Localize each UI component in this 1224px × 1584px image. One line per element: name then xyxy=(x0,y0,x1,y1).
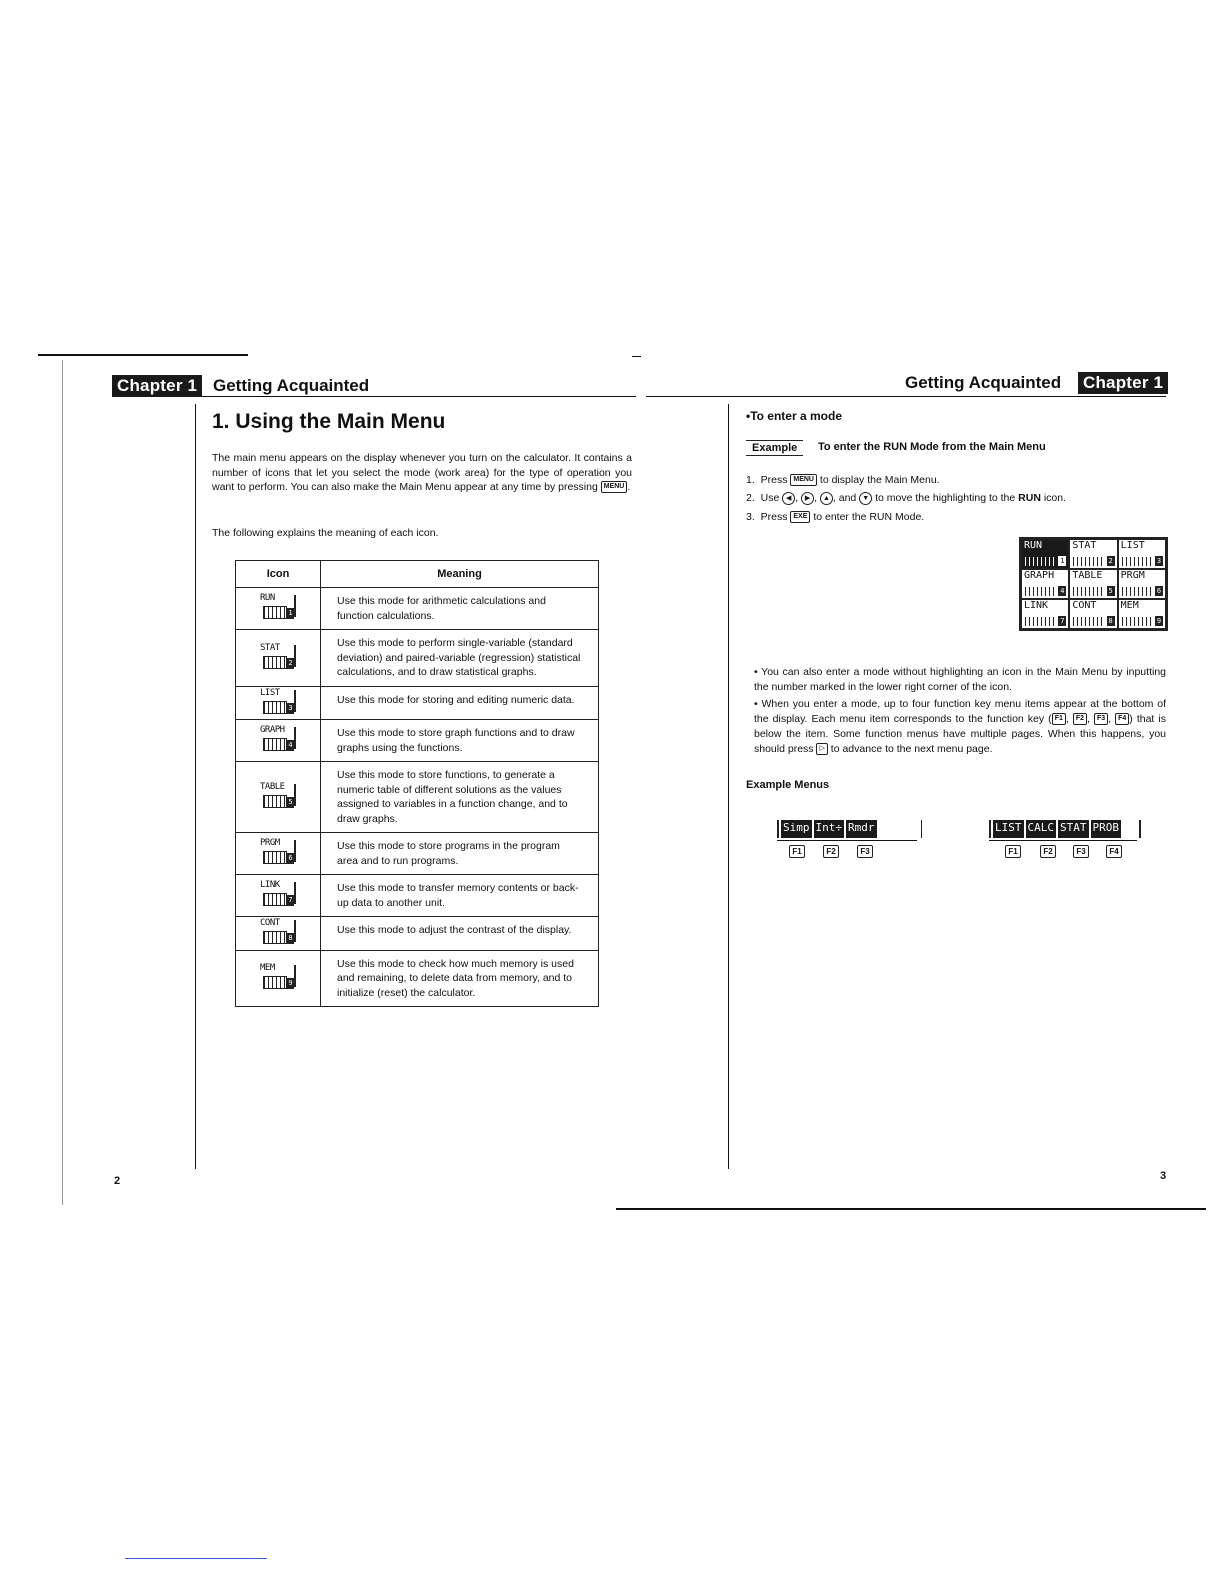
f3-key-icon: F3 xyxy=(857,845,873,858)
link-icon: LINK 7 xyxy=(260,880,296,906)
menu-cell-link: LINK 7 xyxy=(1021,599,1069,629)
step-2-pre: Use xyxy=(760,492,780,504)
menu-a-item: Int÷ xyxy=(814,820,845,838)
menu-cell-stat: STAT 2 xyxy=(1069,539,1117,569)
table-row xyxy=(236,950,599,1007)
table-row xyxy=(236,762,599,833)
right-chapter-badge: Chapter 1 xyxy=(1078,372,1168,394)
list-icon: LIST 3 xyxy=(260,688,296,714)
top-left-rule xyxy=(38,354,248,356)
step-1-post: to display the Main Menu. xyxy=(819,474,940,486)
step-3-num: 3. xyxy=(746,511,755,523)
meaning-table: Use this mode to store functions, to generate a numeric table of different solutions as the values assigned to variables in a function change, and to draw graphs. xyxy=(321,762,599,833)
f1-key-icon: F1 xyxy=(1005,845,1021,858)
mem-icon: MEM 9 xyxy=(260,963,296,989)
menu-cell-table: TABLE 5 xyxy=(1069,569,1117,599)
icon-table xyxy=(235,560,599,1007)
menu-cell-run: RUN 1 xyxy=(1021,539,1069,569)
menu-a-item: Rmdr xyxy=(846,820,877,838)
left-header-title: Getting Acquainted xyxy=(213,376,370,395)
table-icon: TABLE 5 xyxy=(260,782,296,808)
table-row xyxy=(236,630,599,687)
table-row xyxy=(236,588,599,630)
table-row xyxy=(236,720,599,762)
exe-key-icon: EXE xyxy=(790,511,810,523)
right-margin-rule xyxy=(728,404,729,1169)
f1-key-icon: F1 xyxy=(1052,713,1066,725)
intro-end: . xyxy=(627,481,631,493)
step-3 xyxy=(746,510,924,524)
step-2-post: icon. xyxy=(1043,492,1067,504)
menu-key-icon: MENU xyxy=(790,474,817,486)
menu-key-icon: MENU xyxy=(601,481,628,493)
meaning-prgm: Use this mode to store programs in the program area and to run programs. xyxy=(321,833,599,875)
step-1-pre: Press xyxy=(760,474,788,486)
menu-b-item: PROB xyxy=(1091,820,1122,838)
menu-cell-prgm: PRGM 6 xyxy=(1118,569,1166,599)
bullet-2-mid: ) that is below the item. Some function menus have multiple pages. When this happens, you should press xyxy=(754,713,1166,755)
left-chapter-badge: Chapter 1 xyxy=(112,375,202,397)
step-2: 2. Use ◀ , ▶ , ▲ , and ▼ to move the highlighting to the RUN icon. xyxy=(746,492,1067,504)
function-menu-b xyxy=(989,820,1141,838)
bottom-right-rule xyxy=(616,1208,1206,1210)
run-icon: RUN 1 xyxy=(260,593,296,619)
stat-icon: STAT 2 xyxy=(260,643,296,669)
left-margin-rule xyxy=(195,404,196,1169)
menu-b-item: LIST xyxy=(993,820,1024,838)
menu-cell-cont: CONT 8 xyxy=(1069,599,1117,629)
right-header-title: Getting Acquainted xyxy=(905,373,1062,392)
menu-cell-mem: MEM 9 xyxy=(1118,599,1166,629)
f3-key-icon: F3 xyxy=(1073,845,1089,858)
menu-b-underline xyxy=(989,840,1137,841)
down-arrow-key-icon: ▼ xyxy=(859,492,872,505)
menu-a-underline xyxy=(777,840,917,841)
table-row xyxy=(236,875,599,917)
menu-a-item: Simp xyxy=(781,820,812,838)
bullet-2-post: to advance to the next menu page. xyxy=(830,743,993,755)
left-arrow-key-icon: ◀ xyxy=(782,492,795,505)
f2-key-icon: F2 xyxy=(1073,713,1087,725)
step-3-pre: Press xyxy=(760,511,788,523)
cont-icon: CONT 8 xyxy=(260,918,296,944)
f3-key-icon: F3 xyxy=(1094,713,1108,725)
step-1-num: 1. xyxy=(746,474,755,486)
step-2-and: and xyxy=(838,492,857,504)
menu-b-item: STAT xyxy=(1058,820,1089,838)
main-menu-screen xyxy=(1019,537,1168,631)
menu-cell-graph: GRAPH 4 xyxy=(1021,569,1069,599)
right-page-number: 3 xyxy=(1160,1170,1167,1182)
up-arrow-key-icon: ▲ xyxy=(820,492,833,505)
menu-b-item: CALC xyxy=(1026,820,1057,838)
step-3-post: to enter the RUN Mode. xyxy=(813,511,925,523)
subhead-enter-mode: •To enter a mode xyxy=(746,409,842,423)
f2-key-icon: F2 xyxy=(823,845,839,858)
f4-key-icon: F4 xyxy=(1115,713,1129,725)
meaning-run: Use this mode for arithmetic calculations and function calculations. xyxy=(321,588,599,630)
top-mark xyxy=(632,356,641,357)
intro-text: The main menu appears on the display whenever you turn on the calculator. It contains a number of icons that let you select the mode (work area) for the type of operation you want to perform. You can also make the Main Menu appear at any time by pressing xyxy=(212,452,632,493)
example-label: Example xyxy=(746,440,803,456)
step-2-mid: to move the highlighting to the xyxy=(875,492,1016,504)
right-header-rule xyxy=(646,396,1166,397)
example-text: To enter the RUN Mode from the Main Menu xyxy=(818,441,1046,453)
step-1 xyxy=(746,473,940,487)
table-row xyxy=(236,686,599,720)
left-page-number: 2 xyxy=(114,1175,121,1187)
graph-icon: GRAPH 4 xyxy=(260,725,296,751)
prgm-icon: PRGM 6 xyxy=(260,838,296,864)
f4-key-icon: F4 xyxy=(1106,845,1122,858)
intro-paragraph xyxy=(212,451,632,495)
binding-edge-rule xyxy=(62,360,63,1205)
f1-key-icon: F1 xyxy=(789,845,805,858)
bottom-blue-rule xyxy=(125,1558,267,1559)
bullet-1: • You can also enter a mode without highlighting an icon in the Main Menu by inputting the number marked in the lower right corner of the icon. xyxy=(754,666,1166,693)
section-title: 1. Using the Main Menu xyxy=(212,410,446,433)
bullet-2: • When you enter a mode, up to four function key menu items appear at the bottom of the display. Each menu item corresponds to the function key ( F1 , F2 , F3 , F4 ) that is below the item. Some function menus have multiple pages. When this happens, you should press ▷ to advance to the next menu page. xyxy=(754,698,1166,755)
meaning-stat: Use this mode to perform single-variable (standard deviation) and paired-variable (regression) statistical calculations, and to draw statistical graphs. xyxy=(321,630,599,687)
menu-cell-list: LIST 3 xyxy=(1118,539,1166,569)
meaning-graph: Use this mode to store graph functions and to draw graphs using the functions. xyxy=(321,720,599,762)
icon-col-header: Icon xyxy=(236,561,321,588)
table-row xyxy=(236,833,599,875)
f2-key-icon: F2 xyxy=(1040,845,1056,858)
step-2-run: RUN xyxy=(1018,492,1041,504)
next-page-key-icon: ▷ xyxy=(816,743,827,755)
bullet-2-pre: • When you enter a mode, up to four function key menu items appear at the bottom of the display. Each menu item corresponds to the function key ( xyxy=(754,698,1166,725)
meaning-col-header: Meaning xyxy=(321,561,599,588)
meaning-cont: Use this mode to adjust the contrast of the display. xyxy=(321,917,599,951)
meaning-mem: Use this mode to check how much memory is used and remaining, to delete data from memory, and to initialize (reset) the calculator. xyxy=(321,950,599,1007)
following-text: The following explains the meaning of each icon. xyxy=(212,527,439,539)
right-arrow-key-icon: ▶ xyxy=(801,492,814,505)
meaning-link: Use this mode to transfer memory contents or back-up data to another unit. xyxy=(321,875,599,917)
table-row xyxy=(236,917,599,951)
example-menus-title: Example Menus xyxy=(746,779,830,791)
step-2-num: 2. xyxy=(746,492,755,504)
function-menu-a xyxy=(777,820,922,838)
meaning-list: Use this mode for storing and editing numeric data. xyxy=(321,686,599,720)
